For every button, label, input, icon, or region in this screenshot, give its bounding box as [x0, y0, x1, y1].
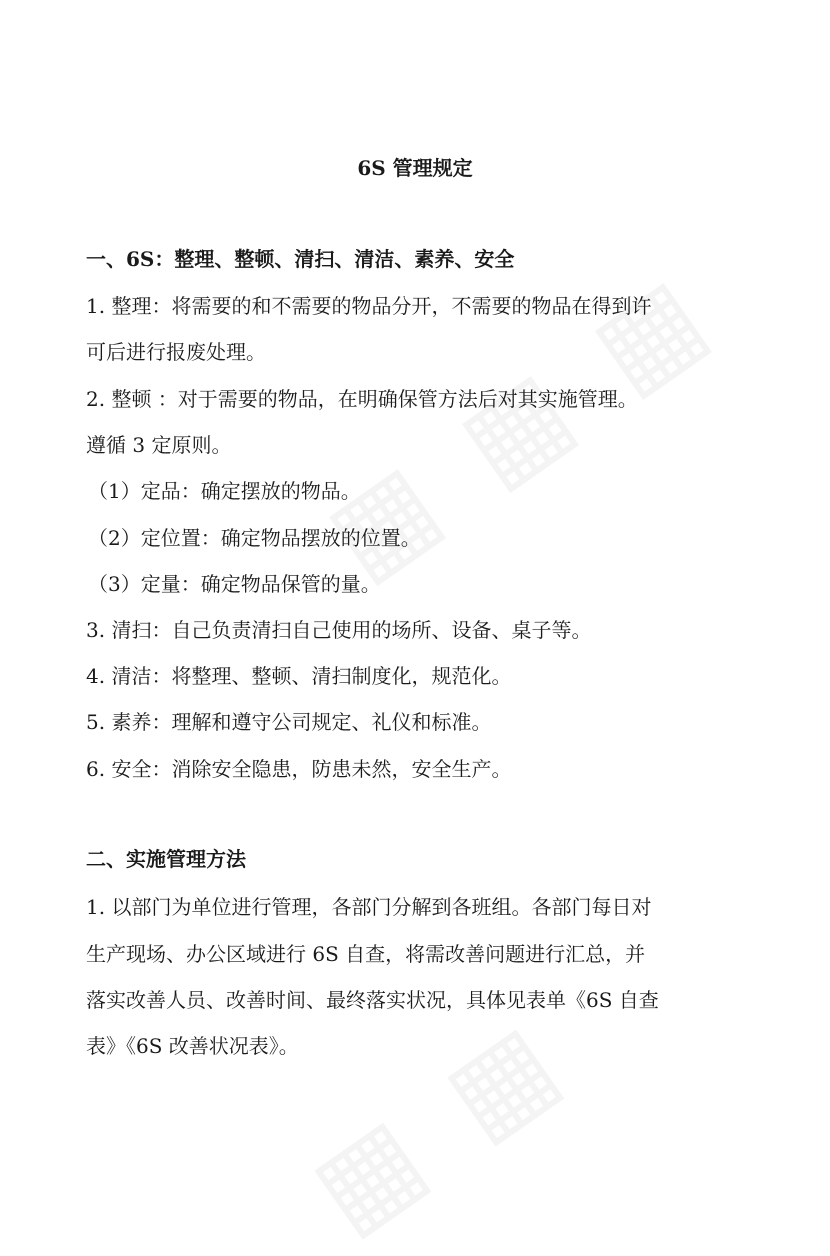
- section1-sub1: （1）定品：确定摆放的物品。: [88, 479, 361, 503]
- section2-item1-line4: 表》《6S 改善状况表》。: [86, 1034, 299, 1058]
- document-title: 6S 管理规定: [357, 156, 473, 180]
- section1-item3: 3. 清扫：自己负责清扫自己使用的场所、设备、桌子等。: [86, 618, 592, 642]
- watermark: [288, 992, 588, 1255]
- section1-item2-line2: 遵循 3 定原则。: [86, 433, 232, 457]
- section2-item1-line3: 落实改善人员、改善时间、最终落实状况，具体见表单《6S 自查: [86, 988, 659, 1012]
- section2-item1-line1: 1. 以部门为单位进行管理，各部门分解到各班组。各部门每日对: [86, 895, 652, 919]
- section1-item6: 6. 安全：消除安全隐患，防患未然，安全生产。: [86, 757, 512, 781]
- section1-item5: 5. 素养：理解和遵守公司规定、礼仪和标准。: [86, 710, 492, 734]
- section2-heading: 二、实施管理方法: [86, 847, 246, 871]
- section1-item1-line2: 可后进行报废处理。: [86, 340, 266, 364]
- section1-item2-line1: 2. 整顿 ：对于需要的物品，在明确保管方法后对其实施管理。: [86, 387, 638, 411]
- section1-item4: 4. 清洁：将整理、整顿、清扫制度化，规范化。: [86, 664, 512, 688]
- section1-item1-line1: 1. 整理：将需要的和不需要的物品分开，不需要的物品在得到许: [86, 294, 652, 318]
- section2-item1-line2: 生产现场、办公区域进行 6S 自查，将需改善问题进行汇总，并: [86, 942, 646, 966]
- section1-sub3: （3）定量：确定物品保管的量。: [88, 572, 381, 596]
- section1-heading: 一、6S：整理、整顿、清扫、清洁、素养、安全: [86, 247, 515, 271]
- section1-sub2: （2）定位置：确定物品摆放的位置。: [88, 526, 421, 550]
